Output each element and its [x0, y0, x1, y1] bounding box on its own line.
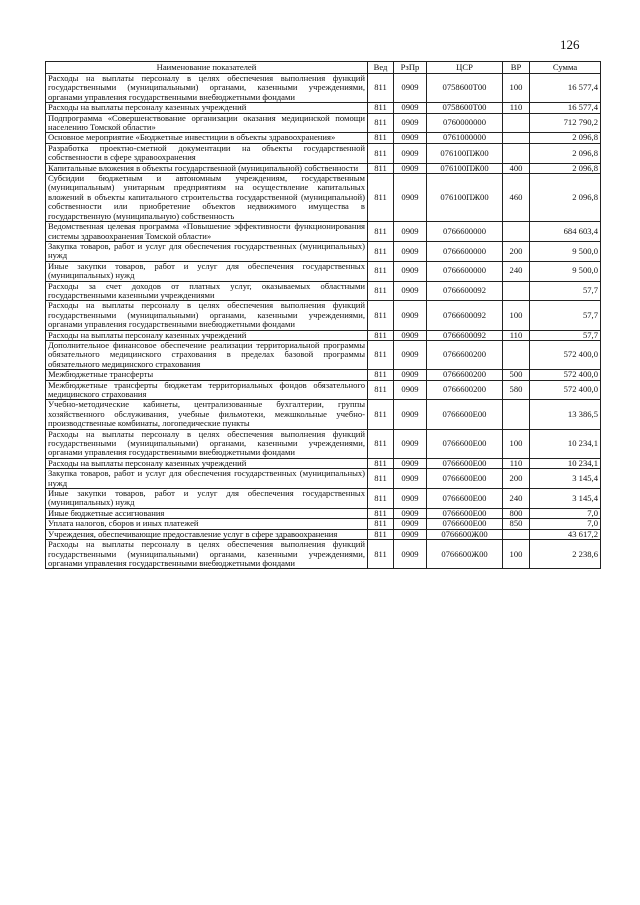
cell-ved: 811	[368, 163, 394, 173]
cell-rzpr: 0909	[394, 174, 427, 222]
cell-csr: 0766600Е00	[427, 469, 503, 489]
cell-sum: 16 577,4	[530, 103, 601, 113]
cell-ved: 811	[368, 103, 394, 113]
cell-vr: 240	[503, 261, 530, 281]
cell-rzpr: 0909	[394, 489, 427, 509]
cell-csr: 0766600092	[427, 301, 503, 330]
table-row	[46, 529, 601, 539]
cell-rzpr: 0909	[394, 163, 427, 173]
table-row	[46, 540, 601, 569]
cell-csr: 0766600000	[427, 222, 503, 242]
cell-sum: 2 096,8	[530, 133, 601, 143]
cell-name: Подпрограмма «Совершенствование организации оказания медицинской помощи населению Томской области»	[46, 113, 368, 133]
cell-sum: 3 145,4	[530, 489, 601, 509]
table-row	[46, 222, 601, 242]
cell-csr: 0766600200	[427, 380, 503, 400]
cell-name: Ведомственная целевая программа «Повышение эффективности функционирования системы здравоохранения Томской области»	[46, 222, 368, 242]
cell-rzpr: 0909	[394, 508, 427, 518]
cell-name: Учреждения, обеспечивающие предоставление услуг в сфере здравоохранения	[46, 529, 368, 539]
cell-name: Основное мероприятие «Бюджетные инвестиции в объекты здравоохранения»	[46, 133, 368, 143]
cell-name: Иные закупки товаров, работ и услуг для обеспечения государственных (муниципальных) нужд	[46, 261, 368, 281]
cell-ved: 811	[368, 429, 394, 458]
cell-sum: 7,0	[530, 508, 601, 518]
cell-ved: 811	[368, 489, 394, 509]
cell-rzpr: 0909	[394, 74, 427, 103]
cell-rzpr: 0909	[394, 143, 427, 163]
header-csr: ЦСР	[427, 62, 503, 74]
cell-vr: 100	[503, 429, 530, 458]
cell-sum: 2 096,8	[530, 174, 601, 222]
header-ved: Вед	[368, 62, 394, 74]
table-row	[46, 340, 601, 369]
cell-sum: 3 145,4	[530, 469, 601, 489]
cell-name: Межбюджетные трансферты бюджетам территориальных фондов обязательного медицинского страхования	[46, 380, 368, 400]
cell-sum: 9 500,0	[530, 261, 601, 281]
cell-vr	[503, 133, 530, 143]
table-row	[46, 261, 601, 281]
cell-name: Расходы на выплаты персоналу казенных учреждений	[46, 458, 368, 468]
cell-sum: 572 400,0	[530, 380, 601, 400]
cell-name: Уплата налогов, сборов и иных платежей	[46, 519, 368, 529]
cell-sum: 7,0	[530, 519, 601, 529]
cell-vr	[503, 143, 530, 163]
cell-csr: 0766600Е00	[427, 489, 503, 509]
cell-csr: 0766600Е00	[427, 429, 503, 458]
table-header-row	[46, 62, 601, 74]
cell-sum: 684 603,4	[530, 222, 601, 242]
cell-vr	[503, 113, 530, 133]
cell-csr: 0766600092	[427, 330, 503, 340]
table-row	[46, 143, 601, 163]
cell-ved: 811	[368, 143, 394, 163]
table-row	[46, 458, 601, 468]
cell-sum: 9 500,0	[530, 241, 601, 261]
cell-ved: 811	[368, 458, 394, 468]
table-row	[46, 103, 601, 113]
cell-name: Иные закупки товаров, работ и услуг для обеспечения государственных (муниципальных) нужд	[46, 489, 368, 509]
cell-name: Дополнительное финансовое обеспечение реализации территориальной программы обязательного медицинского страхования в пределах базовой программы обязательного медицинского страхования	[46, 340, 368, 369]
cell-sum: 10 234,1	[530, 458, 601, 468]
cell-rzpr: 0909	[394, 133, 427, 143]
cell-sum: 10 234,1	[530, 429, 601, 458]
table-row	[46, 133, 601, 143]
cell-ved: 811	[368, 508, 394, 518]
header-vr: ВР	[503, 62, 530, 74]
cell-rzpr: 0909	[394, 429, 427, 458]
cell-vr: 200	[503, 241, 530, 261]
cell-sum: 2 238,6	[530, 540, 601, 569]
cell-rzpr: 0909	[394, 540, 427, 569]
table-row	[46, 241, 601, 261]
cell-rzpr: 0909	[394, 330, 427, 340]
cell-ved: 811	[368, 74, 394, 103]
cell-name: Закупка товаров, работ и услуг для обеспечения государственных (муниципальных) нужд	[46, 469, 368, 489]
cell-csr: 0766600000	[427, 241, 503, 261]
cell-vr: 240	[503, 489, 530, 509]
cell-sum: 13 386,5	[530, 400, 601, 429]
cell-vr: 110	[503, 330, 530, 340]
cell-rzpr: 0909	[394, 103, 427, 113]
cell-vr: 850	[503, 519, 530, 529]
cell-sum: 16 577,4	[530, 74, 601, 103]
cell-csr: 0766600092	[427, 281, 503, 301]
cell-vr: 110	[503, 458, 530, 468]
cell-csr: 076100ПЖ00	[427, 174, 503, 222]
cell-vr: 100	[503, 540, 530, 569]
cell-vr: 200	[503, 469, 530, 489]
cell-rzpr: 0909	[394, 241, 427, 261]
cell-sum: 2 096,8	[530, 163, 601, 173]
cell-name: Учебно-методические кабинеты, централизованные бухгалтерии, группы хозяйственного обслуживания, учебные фильмотеки, межшкольные учебно-производственные комбинаты, логопедические пункты	[46, 400, 368, 429]
page-number: 126	[560, 37, 580, 52]
cell-rzpr: 0909	[394, 400, 427, 429]
cell-rzpr: 0909	[394, 519, 427, 529]
cell-csr: 0758600Т00	[427, 74, 503, 103]
cell-ved: 811	[368, 519, 394, 529]
cell-ved: 811	[368, 370, 394, 380]
cell-csr: 0766600Е00	[427, 508, 503, 518]
table-row	[46, 380, 601, 400]
cell-ved: 811	[368, 380, 394, 400]
cell-vr	[503, 222, 530, 242]
cell-vr	[503, 340, 530, 369]
cell-vr: 100	[503, 74, 530, 103]
cell-sum: 57,7	[530, 281, 601, 301]
cell-csr: 0766600Е00	[427, 519, 503, 529]
cell-sum: 57,7	[530, 330, 601, 340]
cell-ved: 811	[368, 469, 394, 489]
cell-vr: 800	[503, 508, 530, 518]
cell-rzpr: 0909	[394, 340, 427, 369]
cell-name: Расходы на выплаты персоналу казенных учреждений	[46, 330, 368, 340]
cell-vr	[503, 281, 530, 301]
cell-name: Расходы на выплаты персоналу в целях обеспечения выполнения функций государственными (муниципальными) органами, казенными учреждениями, органами управления государственными внебюджетными фондами	[46, 301, 368, 330]
cell-ved: 811	[368, 529, 394, 539]
cell-name: Капитальные вложения в объекты государственной (муниципальной) собственности	[46, 163, 368, 173]
cell-vr	[503, 400, 530, 429]
cell-csr: 0766600200	[427, 340, 503, 369]
cell-name: Расходы на выплаты персоналу в целях обеспечения выполнения функций государственными (муниципальными) органами, казенными учреждениями, органами управления государственными внебюджетными фондами	[46, 429, 368, 458]
cell-name: Иные бюджетные ассигнования	[46, 508, 368, 518]
cell-csr: 0766600200	[427, 370, 503, 380]
table-row	[46, 330, 601, 340]
cell-csr: 0766600Е00	[427, 400, 503, 429]
cell-rzpr: 0909	[394, 469, 427, 489]
cell-ved: 811	[368, 540, 394, 569]
cell-vr: 580	[503, 380, 530, 400]
cell-vr: 460	[503, 174, 530, 222]
cell-rzpr: 0909	[394, 529, 427, 539]
cell-rzpr: 0909	[394, 380, 427, 400]
table-row	[46, 74, 601, 103]
table-row	[46, 113, 601, 133]
cell-ved: 811	[368, 281, 394, 301]
budget-table	[45, 61, 601, 569]
cell-ved: 811	[368, 174, 394, 222]
header-rzpr: РзПр	[394, 62, 427, 74]
cell-rzpr: 0909	[394, 458, 427, 468]
cell-csr: 0761000000	[427, 133, 503, 143]
cell-vr: 110	[503, 103, 530, 113]
cell-name: Разработка проектно-сметной документации на объекты государственной собственности в сфере здравоохранения	[46, 143, 368, 163]
table-row	[46, 469, 601, 489]
cell-name: Межбюджетные трансферты	[46, 370, 368, 380]
cell-csr: 0766600000	[427, 261, 503, 281]
cell-vr: 400	[503, 163, 530, 173]
cell-name: Расходы за счет доходов от платных услуг, оказываемых областными государственными казенными учреждениями	[46, 281, 368, 301]
table-row	[46, 489, 601, 509]
cell-csr: 076100ПЖ00	[427, 143, 503, 163]
cell-ved: 811	[368, 241, 394, 261]
cell-ved: 811	[368, 113, 394, 133]
table-body	[46, 74, 601, 569]
cell-name: Расходы на выплаты персоналу в целях обеспечения выполнения функций государственными (муниципальными) органами, казенными учреждениями, органами управления государственными внебюджетными фондами	[46, 540, 368, 569]
cell-ved: 811	[368, 400, 394, 429]
table-row	[46, 508, 601, 518]
cell-name: Расходы на выплаты персоналу казенных учреждений	[46, 103, 368, 113]
cell-rzpr: 0909	[394, 261, 427, 281]
cell-name: Закупка товаров, работ и услуг для обеспечения государственных (муниципальных) нужд	[46, 241, 368, 261]
table-row	[46, 370, 601, 380]
cell-sum: 57,7	[530, 301, 601, 330]
cell-ved: 811	[368, 301, 394, 330]
cell-csr: 0766600Ж00	[427, 540, 503, 569]
cell-rzpr: 0909	[394, 222, 427, 242]
cell-csr: 0766600Ж00	[427, 529, 503, 539]
cell-vr	[503, 529, 530, 539]
header-sum: Сумма	[530, 62, 601, 74]
cell-rzpr: 0909	[394, 370, 427, 380]
cell-sum: 2 096,8	[530, 143, 601, 163]
table-row	[46, 301, 601, 330]
cell-ved: 811	[368, 330, 394, 340]
cell-ved: 811	[368, 261, 394, 281]
table-row	[46, 400, 601, 429]
cell-rzpr: 0909	[394, 301, 427, 330]
header-name: Наименование показателей	[46, 62, 368, 74]
cell-sum: 712 790,2	[530, 113, 601, 133]
cell-csr: 0758600Т00	[427, 103, 503, 113]
cell-name: Расходы на выплаты персоналу в целях обеспечения выполнения функций государственными (муниципальными) органами, казенными учреждениями, органами управления государственными внебюджетными фондами	[46, 74, 368, 103]
cell-vr: 500	[503, 370, 530, 380]
cell-csr: 076100ПЖ00	[427, 163, 503, 173]
table-row	[46, 519, 601, 529]
cell-vr: 100	[503, 301, 530, 330]
cell-sum: 572 400,0	[530, 370, 601, 380]
cell-sum: 43 617,2	[530, 529, 601, 539]
table-row	[46, 163, 601, 173]
cell-ved: 811	[368, 222, 394, 242]
cell-name: Субсидии бюджетным и автономным учреждениям, государственным (муниципальным) унитарным предприятиям на осуществление капитальных вложений в объекты капитального строительства государственной (муниципальной) собственности или приобретение объектов недвижимого имущества в государственную (муниципальную) собственность	[46, 174, 368, 222]
cell-ved: 811	[368, 340, 394, 369]
cell-csr: 0766600Е00	[427, 458, 503, 468]
cell-csr: 0760000000	[427, 113, 503, 133]
cell-rzpr: 0909	[394, 281, 427, 301]
cell-rzpr: 0909	[394, 113, 427, 133]
table-row	[46, 281, 601, 301]
table-row	[46, 174, 601, 222]
cell-ved: 811	[368, 133, 394, 143]
cell-sum: 572 400,0	[530, 340, 601, 369]
table-row	[46, 429, 601, 458]
